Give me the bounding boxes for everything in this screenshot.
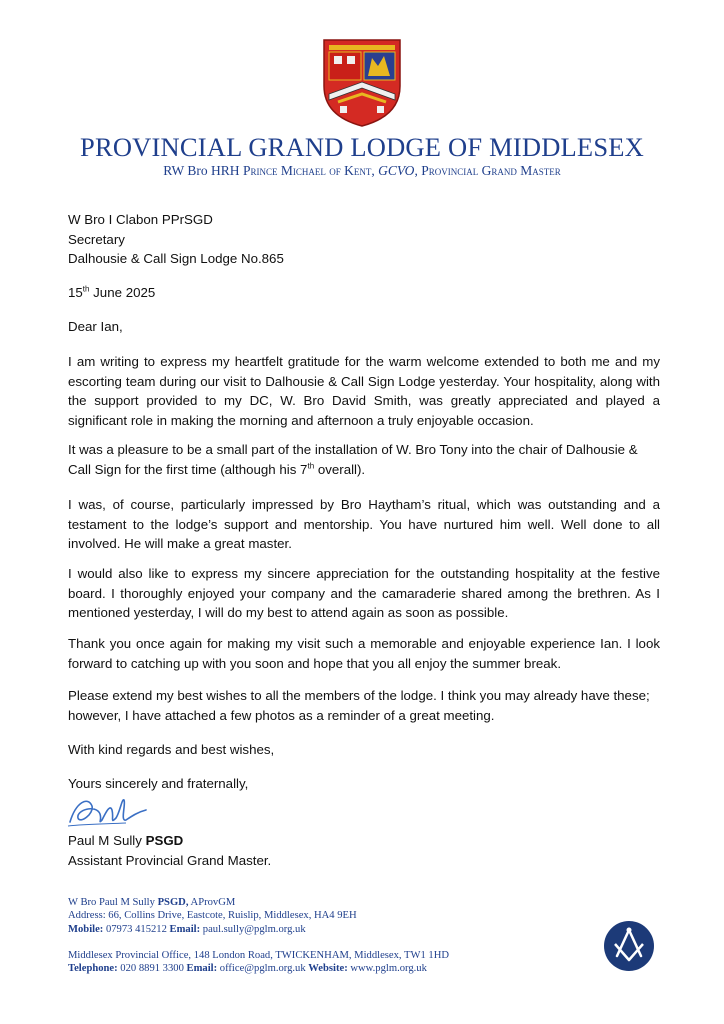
letterhead-subtitle: RW Bro HRH Prince Michael of Kent, GCVO, Provincial Grand Master bbox=[163, 163, 561, 178]
paragraph: It was a pleasure to be a small part of the installation of W. Bro Tony into the chair of Dalhousie & Call Sign for the first time (although his 7th overall). bbox=[68, 442, 638, 477]
office-email-link[interactable]: office@pglm.org.uk bbox=[217, 963, 309, 975]
signatory-title: Assistant Provincial Grand Master. bbox=[68, 852, 272, 868]
footer-office-line: Telephone: 020 8891 3300 Email: office@pglm.org.uk Website: www.pglm.org.uk bbox=[68, 963, 427, 975]
footer-address-line: Address: 66, Collins Drive, Eastcote, Ruislip, Middlesex, HA4 9EH bbox=[68, 910, 357, 922]
square-and-compasses-icon bbox=[603, 920, 655, 972]
footer-office-address: Middlesex Provincial Office, 148 London Road, TWICKENHAM, Middlesex, TW1 1HD bbox=[68, 950, 450, 961]
footer-office-contact bbox=[68, 949, 588, 976]
paragraph: I am writing to express my heartfelt gratitude for the warm welcome extended to both me and my escorting team during our visit to Dalhousie & Call Sign Lodge yesterday. Your hospitality, along with the support provided to my DC, W. Bro David Smith, was greatly appreciated and played a significant role in making the morning and afternoon a truly enjoyable occasion. bbox=[68, 354, 660, 428]
footer-name-line: W Bro Paul M Sully PSGD, AProvGM bbox=[68, 897, 236, 908]
footer-mobile-line: Mobile: 07973 415212 Email: paul.sully@pglm.org.uk bbox=[68, 923, 306, 935]
paragraph: I was, of course, particularly impressed by Bro Haytham’s ritual, which was outstanding and a testament to the lodge’s support and mentorship. You have nurtured him well. Well done to all involved. He will make a great master. bbox=[68, 497, 660, 551]
signatory bbox=[68, 831, 271, 870]
closing-line: With kind regards and best wishes, bbox=[68, 742, 275, 757]
handwritten-signature bbox=[66, 790, 150, 832]
signatory-name: Paul M Sully PSGD bbox=[68, 833, 184, 848]
coat-of-arms-icon bbox=[320, 36, 404, 128]
paragraph: Thank you once again for making my visit such a memorable and enjoyable experience Ian. I look forward to catching up with you soon and hope that you all enjoy the summer break. bbox=[68, 636, 660, 671]
letter-date: 15th June 2025 bbox=[68, 284, 156, 300]
valediction: Yours sincerely and fraternally, bbox=[68, 776, 249, 791]
organisation-title: PROVINCIAL GRAND LODGE OF MIDDLESEX bbox=[80, 132, 644, 162]
recipient-line: Dalhousie & Call Sign Lodge No.865 bbox=[68, 251, 284, 266]
recipient-address bbox=[68, 210, 660, 269]
recipient-line: Secretary bbox=[68, 231, 125, 247]
paragraph: Please extend my best wishes to all the members of the lodge. I think you may already have these; however, I have attached a few photos as a reminder of a great meeting. bbox=[68, 688, 650, 723]
salutation: Dear Ian, bbox=[68, 319, 123, 334]
paragraph: I would also like to express my sincere appreciation for the outstanding hospitality at the festive board. I thoroughly enjoyed your company and the camaraderie shared among the brethren. As I mentioned yesterday, I will do my best to attend again as soon as possible. bbox=[68, 566, 660, 620]
personal-email-link[interactable]: paul.sully@pglm.org.uk bbox=[200, 923, 306, 935]
footer-personal-contact bbox=[68, 896, 588, 936]
recipient-line: W Bro I Clabon PPrSGD bbox=[68, 212, 213, 227]
website-link[interactable]: www.pglm.org.uk bbox=[347, 963, 427, 975]
